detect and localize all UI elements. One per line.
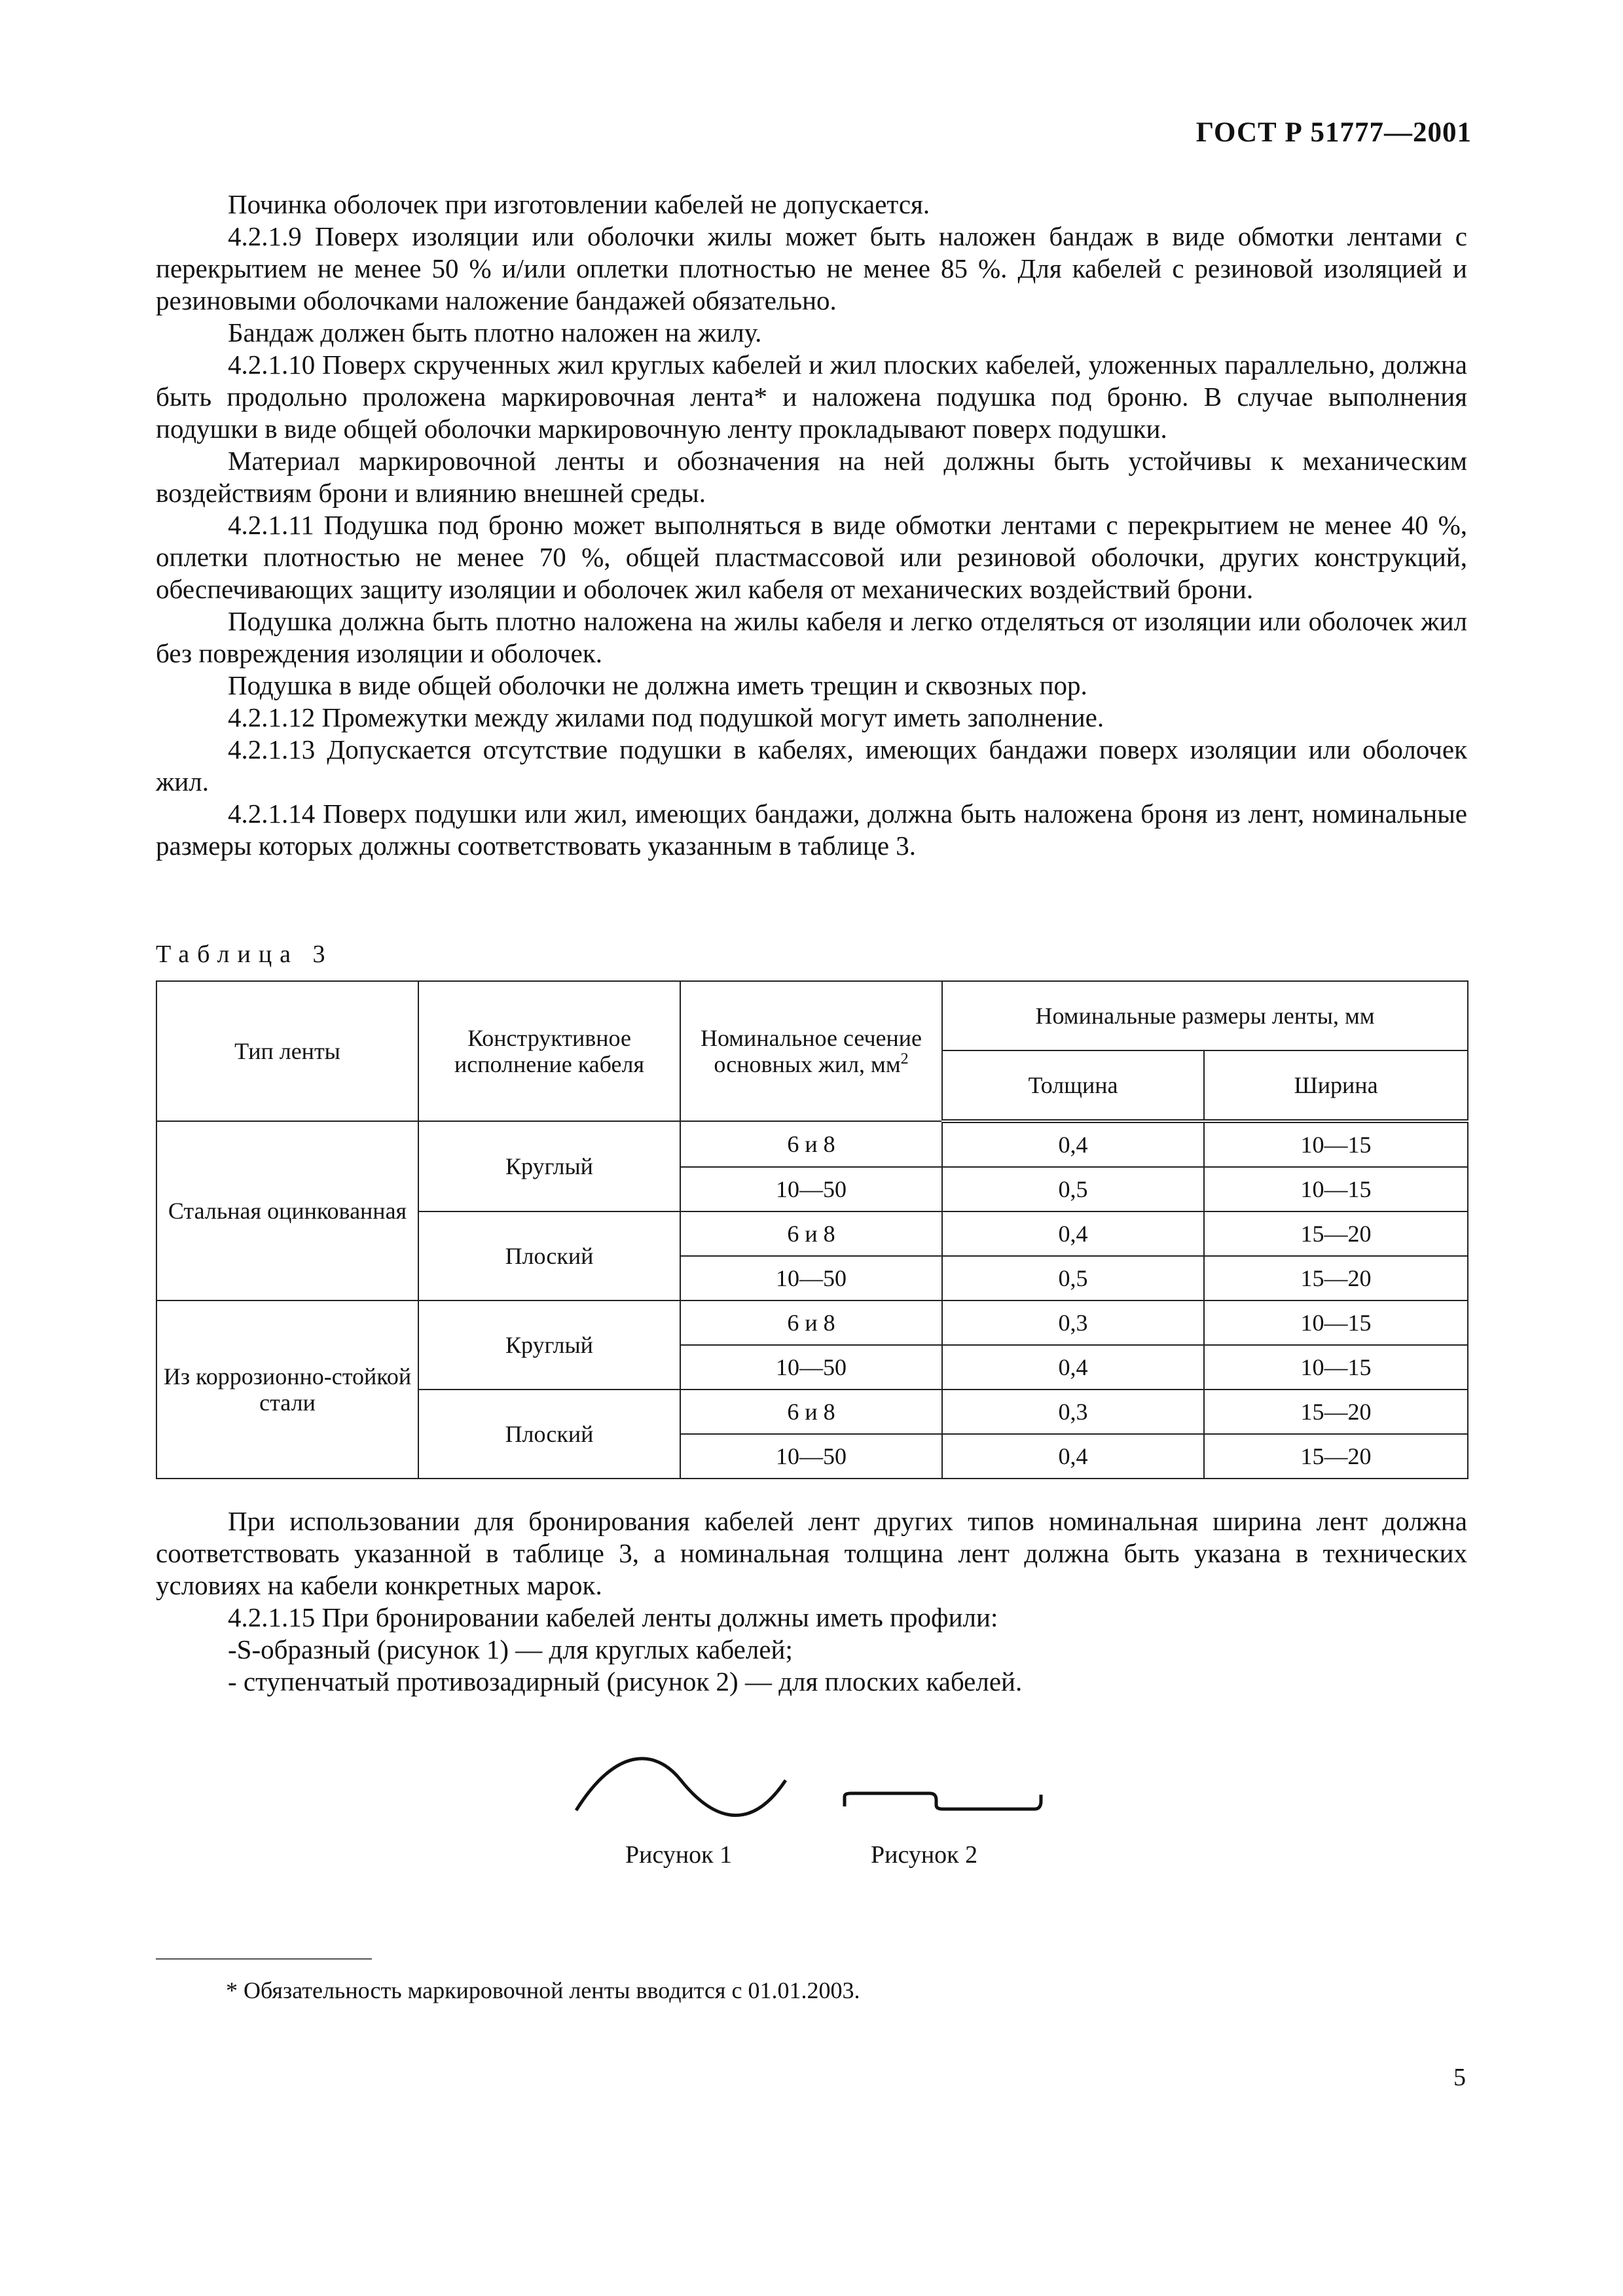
cell-width: 15—20 bbox=[1204, 1211, 1468, 1256]
header-section-superscript: 2 bbox=[900, 1050, 909, 1067]
header-tape-type: Тип ленты bbox=[156, 981, 418, 1121]
cell-width: 10—15 bbox=[1204, 1345, 1468, 1390]
cell-section: 10—50 bbox=[680, 1167, 942, 1211]
standard-header: ГОСТ Р 51777—2001 bbox=[1195, 117, 1472, 148]
cell-section: 10—50 bbox=[680, 1256, 942, 1300]
header-section-text: Номинальное сечение основных жил, мм bbox=[700, 1025, 922, 1077]
cell-section: 10—50 bbox=[680, 1345, 942, 1390]
paragraph: Материал маркировочной ленты и обозначения на ней должны быть устойчивы к механическим воздействиям брони и влиянию внешней среды. bbox=[156, 446, 1467, 508]
paragraph: Починка оболочек при изготовлении кабелей не допускается. bbox=[228, 189, 930, 219]
tape-dimensions-table bbox=[156, 980, 1468, 1479]
paragraph: -S-образный (рисунок 1) — для круглых кабелей; bbox=[228, 1634, 793, 1664]
profile-figures bbox=[0, 1741, 1623, 1885]
cell-tape-type: Стальная оцинкованная bbox=[156, 1121, 418, 1300]
cell-design: Плоский bbox=[418, 1211, 680, 1300]
paragraph: 4.2.1.15 При бронировании кабелей ленты должны иметь профили: bbox=[228, 1602, 998, 1632]
cell-width: 15—20 bbox=[1204, 1256, 1468, 1300]
cell-width: 15—20 bbox=[1204, 1390, 1468, 1434]
header-section bbox=[680, 981, 942, 1121]
cell-section: 6 и 8 bbox=[680, 1300, 942, 1345]
table-row bbox=[156, 1300, 1468, 1345]
paragraph: 4.2.1.11 Подушка под броню может выполняться в виде обмотки лентами с перекрытием не менее 40 %, оплетки плотностью не менее 70 %, общей пластмассовой или резиновой оболочки, других конструкций, обеспечивающих защиту изоляции и оболочек жил кабеля от механических воздействий брони. bbox=[156, 510, 1467, 604]
cell-thickness: 0,4 bbox=[942, 1121, 1204, 1167]
cell-width: 10—15 bbox=[1204, 1167, 1468, 1211]
paragraph: 4.2.1.13 Допускается отсутствие подушки в кабелях, имеющих бандажи поверх изоляции или оболочек жил. bbox=[156, 734, 1467, 797]
cell-thickness: 0,4 bbox=[942, 1434, 1204, 1479]
paragraph: Подушка в виде общей оболочки не должна иметь трещин и сквозных пор. bbox=[228, 670, 1087, 700]
footnote: * Обязательность маркировочной ленты вводится с 01.01.2003. bbox=[226, 1977, 860, 2003]
cell-section: 10—50 bbox=[680, 1434, 942, 1479]
cell-design: Плоский bbox=[418, 1390, 680, 1479]
body-text-after-table bbox=[156, 1505, 1467, 1698]
cell-thickness: 0,4 bbox=[942, 1211, 1204, 1256]
cell-thickness: 0,5 bbox=[942, 1256, 1204, 1300]
paragraph: 4.2.1.12 Промежутки между жилами под подушкой могут иметь заполнение. bbox=[228, 702, 1104, 732]
table-caption: Таблица 3 bbox=[156, 941, 333, 968]
cell-thickness: 0,4 bbox=[942, 1345, 1204, 1390]
stepped-profile-figure bbox=[845, 1793, 1041, 1809]
cell-thickness: 0,3 bbox=[942, 1300, 1204, 1345]
figure-1-caption: Рисунок 1 bbox=[625, 1841, 733, 1869]
cell-width: 10—15 bbox=[1204, 1300, 1468, 1345]
cell-thickness: 0,3 bbox=[942, 1390, 1204, 1434]
footnote-divider bbox=[156, 1958, 372, 1960]
page-number: 5 bbox=[1453, 2064, 1466, 2091]
paragraph: Подушка должна быть плотно наложена на жилы кабеля и легко отделяться от изоляции или оболочек жил без повреждения изоляции и оболочек. bbox=[156, 606, 1467, 668]
figure-2-caption: Рисунок 2 bbox=[871, 1841, 978, 1869]
s-shaped-profile-figure bbox=[576, 1759, 786, 1816]
cell-section: 6 и 8 bbox=[680, 1121, 942, 1167]
table-row bbox=[156, 1121, 1468, 1167]
body-text bbox=[156, 188, 1467, 862]
header-design: Конструктивное исполнение кабеля bbox=[418, 981, 680, 1121]
paragraph: При использовании для бронирования кабелей лент других типов номинальная ширина лент должна соответствовать указанной в таблице 3, а номинальная толщина лент должна быть указана в технических условиях на кабели конкретных марок. bbox=[156, 1506, 1467, 1600]
cell-tape-type: Из коррозионно-стойкой стали bbox=[156, 1300, 418, 1479]
header-width: Ширина bbox=[1204, 1050, 1468, 1121]
cell-width: 10—15 bbox=[1204, 1121, 1468, 1167]
cell-section: 6 и 8 bbox=[680, 1390, 942, 1434]
header-dimensions: Номинальные размеры ленты, мм bbox=[942, 981, 1468, 1050]
cell-width: 15—20 bbox=[1204, 1434, 1468, 1479]
cell-thickness: 0,5 bbox=[942, 1167, 1204, 1211]
header-thickness: Толщина bbox=[942, 1050, 1204, 1121]
cell-design: Круглый bbox=[418, 1121, 680, 1211]
cell-design: Круглый bbox=[418, 1300, 680, 1390]
paragraph: Бандаж должен быть плотно наложен на жилу. bbox=[228, 317, 762, 348]
cell-section: 6 и 8 bbox=[680, 1211, 942, 1256]
paragraph: 4.2.1.10 Поверх скрученных жил круглых кабелей и жил плоских кабелей, уложенных параллельно, должна быть продольно проложена маркировочная лента* и наложена подушка под броню. В случае выполнения подушки в виде общей оболочки маркировочную ленту прокладывают поверх подушки. bbox=[156, 350, 1467, 444]
paragraph: - ступенчатый противозадирный (рисунок 2) — для плоских кабелей. bbox=[228, 1666, 1023, 1696]
paragraph: 4.2.1.9 Поверх изоляции или оболочки жилы может быть наложен бандаж в виде обмотки лентами с перекрытием не менее 50 % и/или оплетки плотностью не менее 85 %. Для кабелей с резиновой изоляцией и резиновыми оболочками наложение бандажей обязательно. bbox=[156, 221, 1467, 315]
paragraph: 4.2.1.14 Поверх подушки или жил, имеющих бандажи, должна быть наложена броня из лент, номинальные размеры которых должны соответствовать указанным в таблице 3. bbox=[156, 798, 1467, 861]
